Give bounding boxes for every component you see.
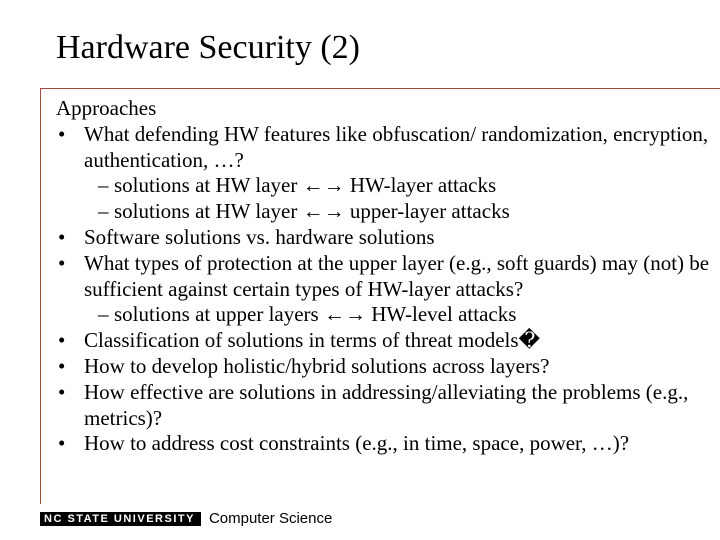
bullet-item	[56, 225, 716, 251]
bullet-text: Software solutions vs. hardware solutions	[84, 224, 435, 249]
sub-bullet-mark: –	[98, 199, 109, 224]
bullet-text: How to develop holistic/hybrid solutions across layers?	[84, 353, 550, 378]
bullet-mark: •	[58, 121, 66, 146]
bullet-item	[56, 122, 716, 174]
bullet-item	[56, 380, 716, 432]
sub-bullet-text: solutions at HW layer ←→ upper-layer attacks	[114, 199, 510, 224]
bullet-item	[56, 431, 716, 457]
bullet-text: What defending HW features like obfuscation/ randomization, encryption, authentication, …?	[84, 121, 709, 172]
bullet-item	[56, 328, 716, 354]
bullet-mark: •	[58, 431, 66, 456]
bullet-mark: •	[58, 353, 66, 378]
bullet-text: How to address cost constraints (e.g., in time, space, power, …)?	[84, 431, 630, 456]
sub-bullet-item	[56, 173, 716, 199]
sub-bullet-text: solutions at upper layers ←→ HW-level attacks	[114, 302, 517, 327]
title-divider	[40, 88, 720, 89]
department-label: Computer Science	[208, 510, 333, 527]
section-heading: Approaches	[56, 96, 157, 120]
university-logo: NC STATE UNIVERSITY	[40, 512, 201, 526]
slide-footer	[40, 512, 332, 526]
bullet-item	[56, 251, 716, 303]
slide-body	[56, 96, 716, 457]
sub-bullet-mark: –	[98, 302, 109, 327]
bullet-text: Classification of solutions in terms of threat models�	[84, 328, 541, 353]
bullet-text: What types of protection at the upper layer (e.g., soft guards) may (not) be sufficient against certain types of HW-layer attacks?	[84, 250, 710, 301]
bullet-mark: •	[58, 250, 66, 275]
sub-bullet-mark: –	[98, 173, 109, 198]
bullet-mark: •	[58, 224, 66, 249]
bullet-mark: •	[58, 328, 66, 353]
sub-bullet-item	[56, 199, 716, 225]
bullet-mark: •	[58, 379, 66, 404]
sub-bullet-item	[56, 302, 716, 328]
bullet-item	[56, 354, 716, 380]
content-left-border	[40, 88, 41, 504]
slide-title: Hardware Security (2)	[56, 29, 360, 66]
bullet-text: How effective are solutions in addressing/alleviating the problems (e.g., metrics)?	[84, 379, 689, 430]
sub-bullet-text: solutions at HW layer ←→ HW-layer attacks	[114, 173, 497, 198]
